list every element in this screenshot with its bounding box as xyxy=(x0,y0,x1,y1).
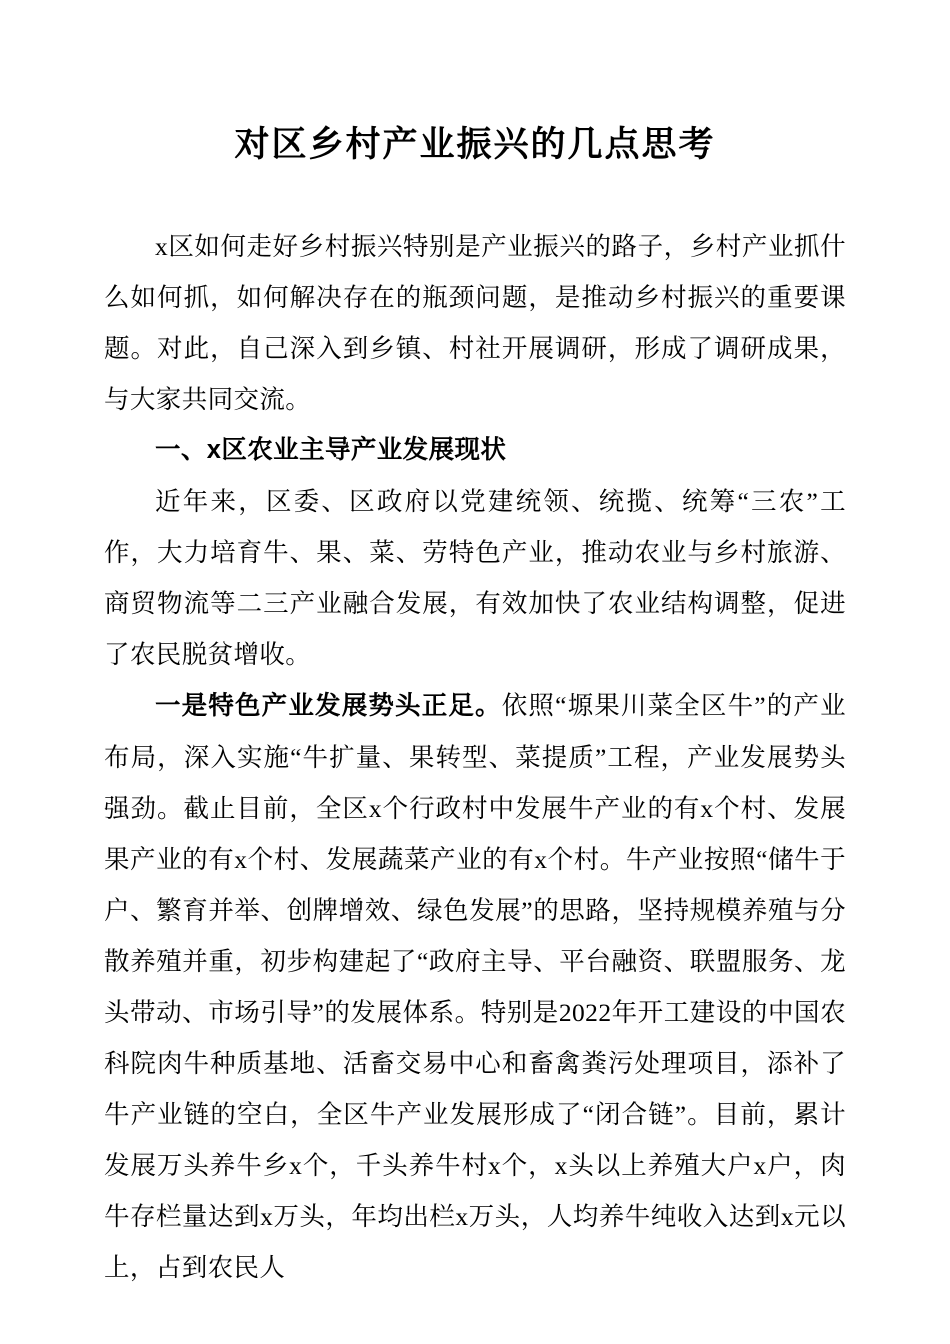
paragraph-overview: 近年来，区委、区政府以党建统领、统揽、统筹“三农”工作，大力培育牛、果、菜、劳特色产业，推动农业与乡村旅游、商贸物流等二三产业融合发展，有效加快了农业结构调整，促进了农民脱贫增收。 xyxy=(104,487,846,669)
paragraph-point-one xyxy=(104,680,846,1293)
section-heading-1: 一、x区农业主导产业发展现状 xyxy=(155,436,507,464)
paragraph-intro: x区如何走好乡村振兴特别是产业振兴的路子，乡村产业抓什么如何抓，如何解决存在的瓶颈问题，是推动乡村振兴的重要课题。对此，自己深入到乡镇、村社开展调研，形成了调研成果，与大家共同交流。 xyxy=(104,232,846,414)
paragraph-point-one-body: 依照“塬果川菜全区牛”的产业布局，深入实施“牛扩量、果转型、菜提质”工程，产业发展势头强劲。截止目前，全区x个行政村中发展牛产业的有x个村、发展果产业的有x个村、发展蔬菜产业的有x个村。牛产业按照“储牛于户、繁育并举、创牌增效、绿色发展”的思路，坚持规模养殖与分散养殖并重，初步构建起了“政府主导、平台融资、联盟服务、龙头带动、市场引导”的发展体系。特别是2022年开工建设的中国农科院肉牛种质基地、活畜交易中心和畜禽粪污处理项目，添补了牛产业链的空白，全区牛产业发展形成了“闭合链”。目前，累计发展万头养牛乡x个，千头养牛村x个，x头以上养殖大户x户，肉牛存栏量达到x万头，年均出栏x万头，人均养牛纯收入达到x元以上，占到农民人 xyxy=(104,691,846,1282)
paragraph-point-one-lead: 一是特色产业发展势头正足。 xyxy=(155,692,502,720)
page-title: 对区乡村产业振兴的几点思考 xyxy=(234,125,716,164)
